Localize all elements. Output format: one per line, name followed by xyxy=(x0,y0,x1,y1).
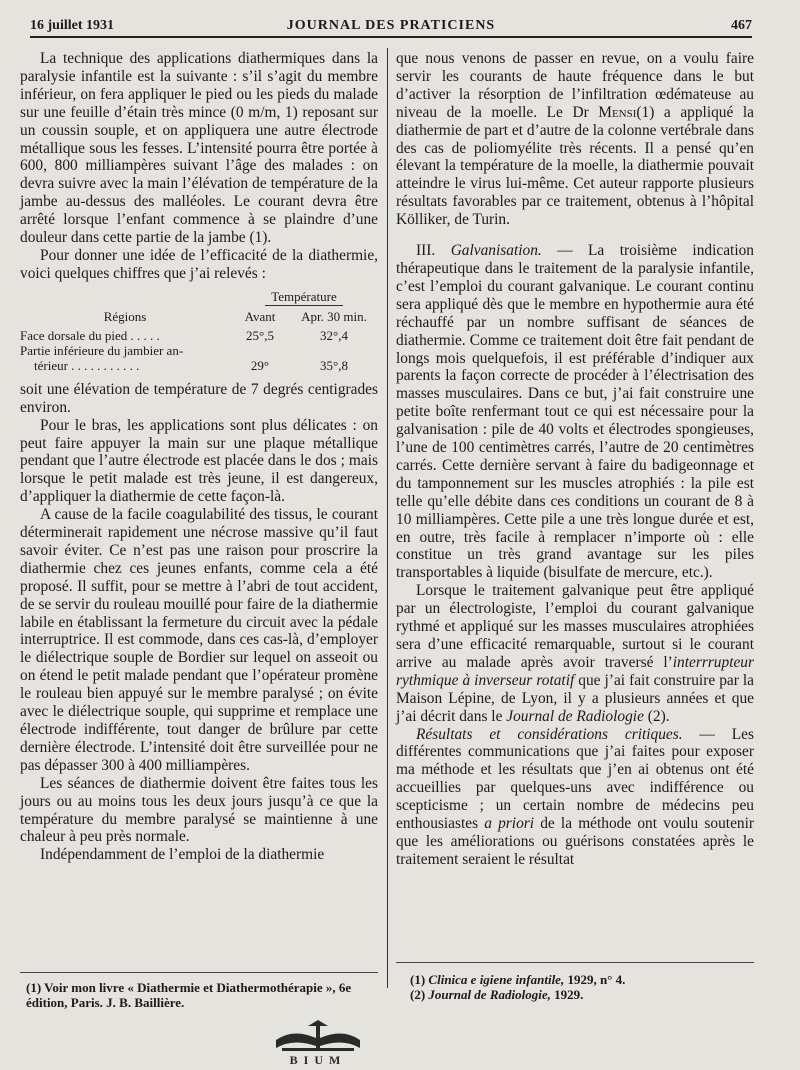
footnote-number: (2) xyxy=(410,987,429,1002)
header-date: 16 juillet 1931 xyxy=(30,18,114,33)
table-cell-region-line1: Partie inférieure du jambier an- xyxy=(20,342,184,358)
paragraph-resultats xyxy=(396,726,754,869)
italic-term: interrrupteur rythmique à inverseur rotatif xyxy=(396,653,754,689)
italic-journal: Journal de Radiologie xyxy=(506,707,644,725)
footnote-1 xyxy=(410,972,754,987)
bium-logo xyxy=(258,1018,378,1068)
table-cell-region xyxy=(20,343,230,373)
text-run: — La troisième indication thérapeutique dans le traitement de la paralysie infantile, c’est l’emploi du courant galvanique. Le courant continu sera appliqué dès que le membre en hypothermie aura été réchauffé par un nombre suffisant de séances de diathermie. Comme ce traitement doit être fait pendant de longs mois quelquefois, il est préférable d’indiquer aux parents la façon correcte de procéder à l’électrisation des masses musculaires. Dans ce but, j’ai fait construire une petite boîte renfermant tout ce qui est nécessaire pour la galvanisation : pile de 40 volts et électrodes spongieuses, l’une de 100 centimètres carrés, l’autre de 20 centimètres carrés. Cette dernière servant à faire du badigeonnage et du tamponnement sur les muscles atrophiés : la pile est telle qu’elle débite dans ces conditions un courant de 8 à 10 milliampères. Cette pile a une très longue durée et est, en outre, très facile à remplacer n’importe où : elle constitue un très grand avantage sur les piles transportables à liquide (bisulfate de mercure, etc.). xyxy=(396,242,754,582)
table-cell-apres: 35°,8 xyxy=(320,357,348,373)
table-header-avant: Avant xyxy=(244,308,276,324)
text-run: — Les différentes communications que j’ai faites pour exposer ma méthode et les résultats que j’en ai obtenus ont été accueillies par quelques-uns avec indifférence ou scepticisme ; un certain nombre de médecins peu enthousiastes xyxy=(396,725,755,833)
footnote-number: (1) xyxy=(410,972,429,987)
paragraph-haute-frequence xyxy=(396,50,754,229)
italic-term: a priori xyxy=(484,815,535,833)
paragraph-elevation: soit une élévation de température de 7 degrés centigrades environ. xyxy=(20,380,378,416)
author-name: Mensi xyxy=(598,103,637,121)
footnote-text: 1929, n° 4. xyxy=(564,972,626,987)
table-cell-region-line2: térieur . . . . . . . . . . . xyxy=(34,357,140,373)
text-run: de la méthode ont voulu soutenir que les améliorations ou guérisons constatées après le traitement seraient le résultat xyxy=(396,815,755,868)
paragraph-electrologiste xyxy=(396,582,754,725)
section-title-galvanisation: Galvanisation. xyxy=(450,242,542,260)
table-cell-region: Face dorsale du pied . . . . . xyxy=(20,327,160,343)
section-number: III. xyxy=(416,242,451,260)
footnote-rule-left xyxy=(20,972,378,973)
table-group-label: Température xyxy=(265,289,343,306)
footnote-text: 1929. xyxy=(550,987,584,1002)
bium-logo-text: BIUM xyxy=(289,1053,347,1067)
paragraph-seances: Les séances de diathermie doivent être faites tous les jours ou au moins tous les deux jours jusqu’à ce que la température du membre paralysé se maintienne à une chaleur à peu près normale. xyxy=(20,774,378,846)
paragraph-bras: Pour le bras, les applications sont plus délicates : on peut faire appuyer la main sur une plaque métallique pendant que l’autre électrode est placée dans le dos ; mais lorsque le petit malade est très jeune, il est dangereux, d’appliquer la diathermie de cette façon-là. xyxy=(20,416,378,506)
header-journal-title: JOURNAL DES PRATICIENS xyxy=(286,18,496,33)
table-row xyxy=(20,343,378,373)
footnotes-right xyxy=(410,972,754,1002)
paragraph-efficacite: Pour donner une idée de l’efficacité de la diathermie, voici quelques chiffres que j’ai relevés : xyxy=(20,246,378,282)
text-run: que j’ai fait construire par la Maison Lépine, de Lyon, il y a plusieurs années et que j’ai décrit dans le xyxy=(396,671,754,725)
paragraph-independamment: Indépendamment de l’emploi de la diathermie xyxy=(40,846,325,864)
table-cell-apres: 32°,4 xyxy=(320,327,348,343)
table-row xyxy=(20,328,378,343)
header-page-number: 467 xyxy=(731,18,752,33)
paragraph-coagulabilite: A cause de la facile coagulabilité des tissus, le courant déterminerait rapidement une nécrose massive qu’il faut savoir éviter. Ce n’est pas une raison pour proscrire la diathermie chez ces jeunes enfants, comme cela a été proposé. Il suffit, pour se mettre à l’abri de tout accident, de se servir du rouleau mouillé pour faire de la diathermie labile en établissant la fermeture du circuit avec la pédale interruptrice. Il est commode, dans ces cas-là, d’employer le diélectrique souple de Bordier sur lequel on asseoit ou on étend le petit malade pendant que l’opérateur promène le rouleau bien appuyé sur le membre paralysé ; on évite avec le diélectrique souple, qui supprime et remplace une électrode indifférente, tout danger de brûlure par cette dernière électrode. L’intensité doit être surveillée pour ne pas dépasser 300 à 400 milliampères. xyxy=(20,506,378,774)
footnote-left: (1) Voir mon livre « Diathermie et Diathermothérapie », 6e édition, Paris. J. B. Baillière. xyxy=(26,980,352,1010)
running-header xyxy=(30,14,752,38)
paragraph-galvanisation xyxy=(396,242,754,582)
footnote-2 xyxy=(410,987,754,1002)
right-column xyxy=(396,50,754,869)
left-column xyxy=(20,50,378,864)
footnote-rule-right xyxy=(396,962,754,963)
column-divider xyxy=(387,48,388,988)
footnote-title: Journal de Radiologie, xyxy=(428,987,551,1002)
temperature-table xyxy=(20,289,378,373)
text-run: (1) a appliqué la diathermie de part et d’autre de la colonne vertébrale dans des cas de poliomyélite très récents. Il a pensé qu’en élevant la température de la moelle, la diathermie pouvait atteindre le virus lui-même. Cet auteur rapporte plusieurs résultats favorables par ce traitement, obtenus à l’hôpital Kölliker, de Turin. xyxy=(396,103,754,229)
table-header-regions: Régions xyxy=(103,308,147,324)
table-header-apres: Apr. 30 min. xyxy=(301,308,367,324)
table-cell-avant: 29° xyxy=(250,357,270,373)
footnote-title: Clinica e igiene infantile, xyxy=(428,972,565,987)
table-cell-avant: 25°,5 xyxy=(246,327,274,343)
text-run: (2). xyxy=(643,707,670,725)
text-run: que nous venons de passer en revue, on a voulu faire servir les courants de haute fréquence dans le but d’activer la résorption de l’infiltration œdémateuse au niveau de la moelle. Le Dr xyxy=(396,50,754,121)
text-run: Lorsque le traitement galvanique peut être appliqué par un électrologiste, l’emploi du courant galvanique rythmé et appliqué sur les masses musculaires atrophiées sera d’une efficacité remarquable, surtout si le courant arrive au malade après avoir traversé l’ xyxy=(396,582,754,671)
section-title-resultats: Résultats et considérations critiques. xyxy=(416,725,683,743)
paragraph-technique: La technique des applications diathermiques dans la paralysie infantile est la suivante : s’il s’agit du membre inférieur, on fera appliquer le pied ou les pieds du malade sur une feuille d’étain très mince (0 m/m, 1) reposant sur un coussin souple, et on appliquera une autre électrode métallique sous les fesses. L’intensité pourra être portée à 600, 800 milliampères suivant l’âge des malades : on devra suivre avec la main l’élévation de température de la jambe au-dessus des malléoles. Le courant devra être arrêté lorsque l’enfant commence à se plaindre d’une douleur dans cette partie de la jambe (1). xyxy=(20,50,378,247)
